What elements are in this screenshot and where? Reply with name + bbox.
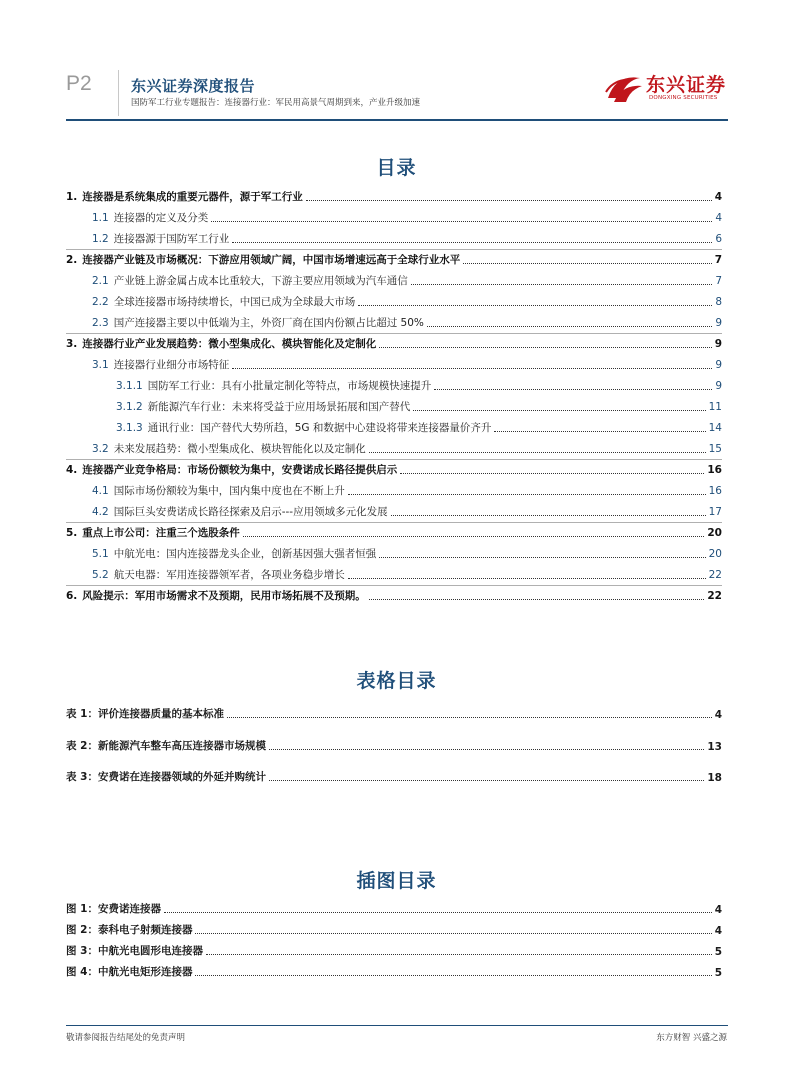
toc-leader xyxy=(413,410,705,411)
toc-leader xyxy=(463,263,711,264)
toc-item[interactable] xyxy=(92,231,722,246)
toc-item-page: 11 xyxy=(708,401,722,413)
toc-item[interactable] xyxy=(92,294,722,309)
toc-item[interactable] xyxy=(66,462,722,477)
toc-item-num: 1. xyxy=(66,191,78,203)
toc-item-text: 重点上市公司：注重三个选股条件 xyxy=(82,527,240,539)
toc-item[interactable] xyxy=(66,252,722,267)
toc-item-page: 22 xyxy=(707,590,722,602)
toc-item[interactable] xyxy=(66,588,722,603)
toc-separator xyxy=(66,459,722,460)
toc-item-page: 8 xyxy=(715,296,722,308)
toc-leader xyxy=(379,347,711,348)
toc-item-page: 16 xyxy=(708,485,722,497)
toc-leader xyxy=(369,599,705,600)
toc-item-num: 3. xyxy=(66,338,78,350)
toc-item-page: 14 xyxy=(708,422,722,434)
toc-item-num: 5. xyxy=(66,527,78,539)
toc-separator xyxy=(66,249,722,250)
toc-item-page: 16 xyxy=(707,464,722,476)
figure-list-item[interactable] xyxy=(66,964,722,979)
table-item-text: 表 1：评价连接器质量的基本标准 xyxy=(66,708,224,720)
figure-list-item[interactable] xyxy=(66,943,722,958)
figure-leader xyxy=(195,933,711,934)
footer-disclaimer: 敬请参阅报告结尾处的免责声明 xyxy=(66,1033,186,1043)
logo-subtext: DONGXING SECURITIES xyxy=(649,95,718,101)
toc-item[interactable] xyxy=(66,525,722,540)
toc-leader xyxy=(400,473,704,474)
toc-item-text: 航天电器：军用连接器领军者，各项业务稳步增长 xyxy=(113,569,345,581)
tables-title: 表格目录 xyxy=(356,670,437,692)
toc-leader xyxy=(306,200,712,201)
toc-item-page: 20 xyxy=(708,548,722,560)
figures-title: 插图目录 xyxy=(356,870,437,892)
toc-leader xyxy=(348,578,706,579)
toc-title: 目录 xyxy=(376,157,417,179)
toc-item-text: 国产连接器主要以中低端为主，外资厂商在国内份额占比超过 50% xyxy=(113,317,424,329)
toc-item-text: 连接器源于国防军工行业 xyxy=(113,233,230,245)
toc-item-text: 通讯行业：国产替代大势所趋，5G 和数据中心建设将带来连接器量价齐升 xyxy=(147,422,492,434)
figure-item-page: 4 xyxy=(714,904,722,916)
toc-item[interactable] xyxy=(92,504,722,519)
toc-item-text: 连接器是系统集成的重要元器件，源于军工行业 xyxy=(82,191,303,203)
toc-item-num: 1.2 xyxy=(92,233,109,245)
table-list-item[interactable] xyxy=(66,738,722,753)
toc-item-text: 连接器的定义及分类 xyxy=(113,212,209,224)
figure-list-item[interactable] xyxy=(66,922,722,937)
toc-item-text: 连接器产业竞争格局：市场份额较为集中，安费诺成长路径提供启示 xyxy=(82,464,398,476)
toc-item-text: 风险提示：军用市场需求不及预期，民用市场拓展不及预期。 xyxy=(82,590,366,602)
toc-item[interactable] xyxy=(116,420,722,435)
page-header xyxy=(0,0,793,125)
toc-item-text: 连接器行业产业发展趋势：微小型集成化、模块智能化及定制化 xyxy=(82,338,377,350)
toc-item-text: 连接器产业链及市场概况：下游应用领域广阔，中国市场增速远高于全球行业水平 xyxy=(82,254,461,266)
figure-item-page: 5 xyxy=(714,946,722,958)
toc-leader xyxy=(369,452,706,453)
toc-item-num: 4.1 xyxy=(92,485,109,497)
toc-item-text: 新能源汽车行业：未来将受益于应用场景拓展和国产替代 xyxy=(147,401,411,413)
footer-slogan: 东方财智 兴盛之源 xyxy=(656,1033,727,1043)
toc-leader xyxy=(243,536,705,537)
toc-item-num: 5.1 xyxy=(92,548,109,560)
figure-item-text: 图 3：中航光电圆形电连接器 xyxy=(66,945,203,957)
toc-item[interactable] xyxy=(92,483,722,498)
toc-leader xyxy=(494,431,705,432)
header-divider xyxy=(118,70,119,116)
table-list-item[interactable] xyxy=(66,706,722,721)
toc-item[interactable] xyxy=(92,546,722,561)
report-subtitle: 国防军工行业专题报告：连接器行业：军民用高景气周期到来，产业升级加速 xyxy=(131,98,421,108)
toc-separator xyxy=(66,522,722,523)
toc-leader xyxy=(379,557,705,558)
toc-item[interactable] xyxy=(116,399,722,414)
toc-item-page: 4 xyxy=(714,191,722,203)
toc-leader xyxy=(232,368,712,369)
header-rule xyxy=(66,119,728,121)
toc-item-page: 22 xyxy=(708,569,722,581)
toc-item-page: 17 xyxy=(708,506,722,518)
table-leader xyxy=(269,780,704,781)
toc-leader xyxy=(391,515,706,516)
toc-item-text: 产业链上游金属占成本比重较大，下游主要应用领域为汽车通信 xyxy=(113,275,408,287)
toc-item-num: 2.2 xyxy=(92,296,109,308)
toc-item-text: 国际市场份额较为集中，国内集中度也在不断上升 xyxy=(113,485,345,497)
figure-item-text: 图 4：中航光电矩形连接器 xyxy=(66,966,193,978)
figure-item-text: 图 1：安费诺连接器 xyxy=(66,903,161,915)
toc-item-text: 未来发展趋势：微小型集成化、模块智能化以及定制化 xyxy=(113,443,366,455)
toc-item-text: 国际巨头安费诺成长路径探索及启示---应用领域多元化发展 xyxy=(113,506,388,518)
toc-item[interactable] xyxy=(116,378,722,393)
toc-item-page: 7 xyxy=(714,254,722,266)
toc-item-num: 5.2 xyxy=(92,569,109,581)
toc-leader xyxy=(434,389,712,390)
toc-item-num: 3.2 xyxy=(92,443,109,455)
toc-item-num: 3.1.3 xyxy=(116,422,143,434)
footer-rule xyxy=(66,1025,728,1026)
dongxing-logo xyxy=(604,68,734,108)
toc-leader xyxy=(427,326,712,327)
toc-item[interactable] xyxy=(92,567,722,582)
toc-item-num: 3.1 xyxy=(92,359,109,371)
toc-item[interactable] xyxy=(92,315,722,330)
toc-item[interactable] xyxy=(92,210,722,225)
figure-item-page: 4 xyxy=(714,925,722,937)
toc-item[interactable] xyxy=(92,441,722,456)
table-item-text: 表 2：新能源汽车整车高压连接器市场规模 xyxy=(66,740,266,752)
table-leader xyxy=(227,717,712,718)
toc-item[interactable] xyxy=(66,336,722,351)
toc-item-num: 1.1 xyxy=(92,212,109,224)
figure-leader xyxy=(195,975,711,976)
toc-item-page: 15 xyxy=(708,443,722,455)
table-leader xyxy=(269,749,704,750)
toc-item-num: 6. xyxy=(66,590,78,602)
table-item-page: 13 xyxy=(707,741,722,753)
page-number: P2 xyxy=(66,72,92,95)
table-item-text: 表 3：安费诺在连接器领域的外延并购统计 xyxy=(66,771,266,783)
toc-item-page: 6 xyxy=(715,233,722,245)
logo-text: 东兴证券 xyxy=(646,74,727,96)
toc-item-num: 4.2 xyxy=(92,506,109,518)
table-item-page: 18 xyxy=(707,772,722,784)
toc-item-page: 9 xyxy=(715,317,722,329)
toc-item-page: 7 xyxy=(715,275,722,287)
toc-item-page: 4 xyxy=(715,212,722,224)
toc-item-page: 9 xyxy=(715,380,722,392)
toc-item-text: 连接器行业细分市场特征 xyxy=(113,359,230,371)
toc-item-page: 9 xyxy=(714,338,722,350)
toc-item-num: 2.3 xyxy=(92,317,109,329)
toc-item-page: 20 xyxy=(707,527,722,539)
figure-leader xyxy=(206,954,712,955)
figure-leader xyxy=(164,912,712,913)
toc-separator xyxy=(66,585,722,586)
toc-leader xyxy=(358,305,712,306)
toc-item-num: 2. xyxy=(66,254,78,266)
toc-leader xyxy=(232,242,712,243)
toc-item[interactable] xyxy=(92,273,722,288)
toc-leader xyxy=(411,284,713,285)
toc-separator xyxy=(66,333,722,334)
figure-item-page: 5 xyxy=(714,967,722,979)
toc-item-text: 国防军工行业：具有小批量定制化等特点，市场规模快速提升 xyxy=(147,380,432,392)
figure-item-text: 图 2：泰科电子射频连接器 xyxy=(66,924,193,936)
table-list-item[interactable] xyxy=(66,769,722,784)
toc-leader xyxy=(211,221,712,222)
toc-item-num: 4. xyxy=(66,464,78,476)
toc-item-page: 9 xyxy=(715,359,722,371)
toc-item-text: 中航光电：国内连接器龙头企业，创新基因强大强者恒强 xyxy=(113,548,377,560)
toc-item-num: 2.1 xyxy=(92,275,109,287)
toc-item-num: 3.1.2 xyxy=(116,401,143,413)
toc-item-text: 全球连接器市场持续增长，中国已成为全球最大市场 xyxy=(113,296,356,308)
figure-list-item[interactable] xyxy=(66,901,722,916)
toc-item[interactable] xyxy=(66,189,722,204)
logo-mark-icon xyxy=(604,68,644,108)
report-title: 东兴证券深度报告 xyxy=(131,77,256,95)
toc-item-num: 3.1.1 xyxy=(116,380,143,392)
table-item-page: 4 xyxy=(714,709,722,721)
toc-item[interactable] xyxy=(92,357,722,372)
toc-leader xyxy=(348,494,706,495)
